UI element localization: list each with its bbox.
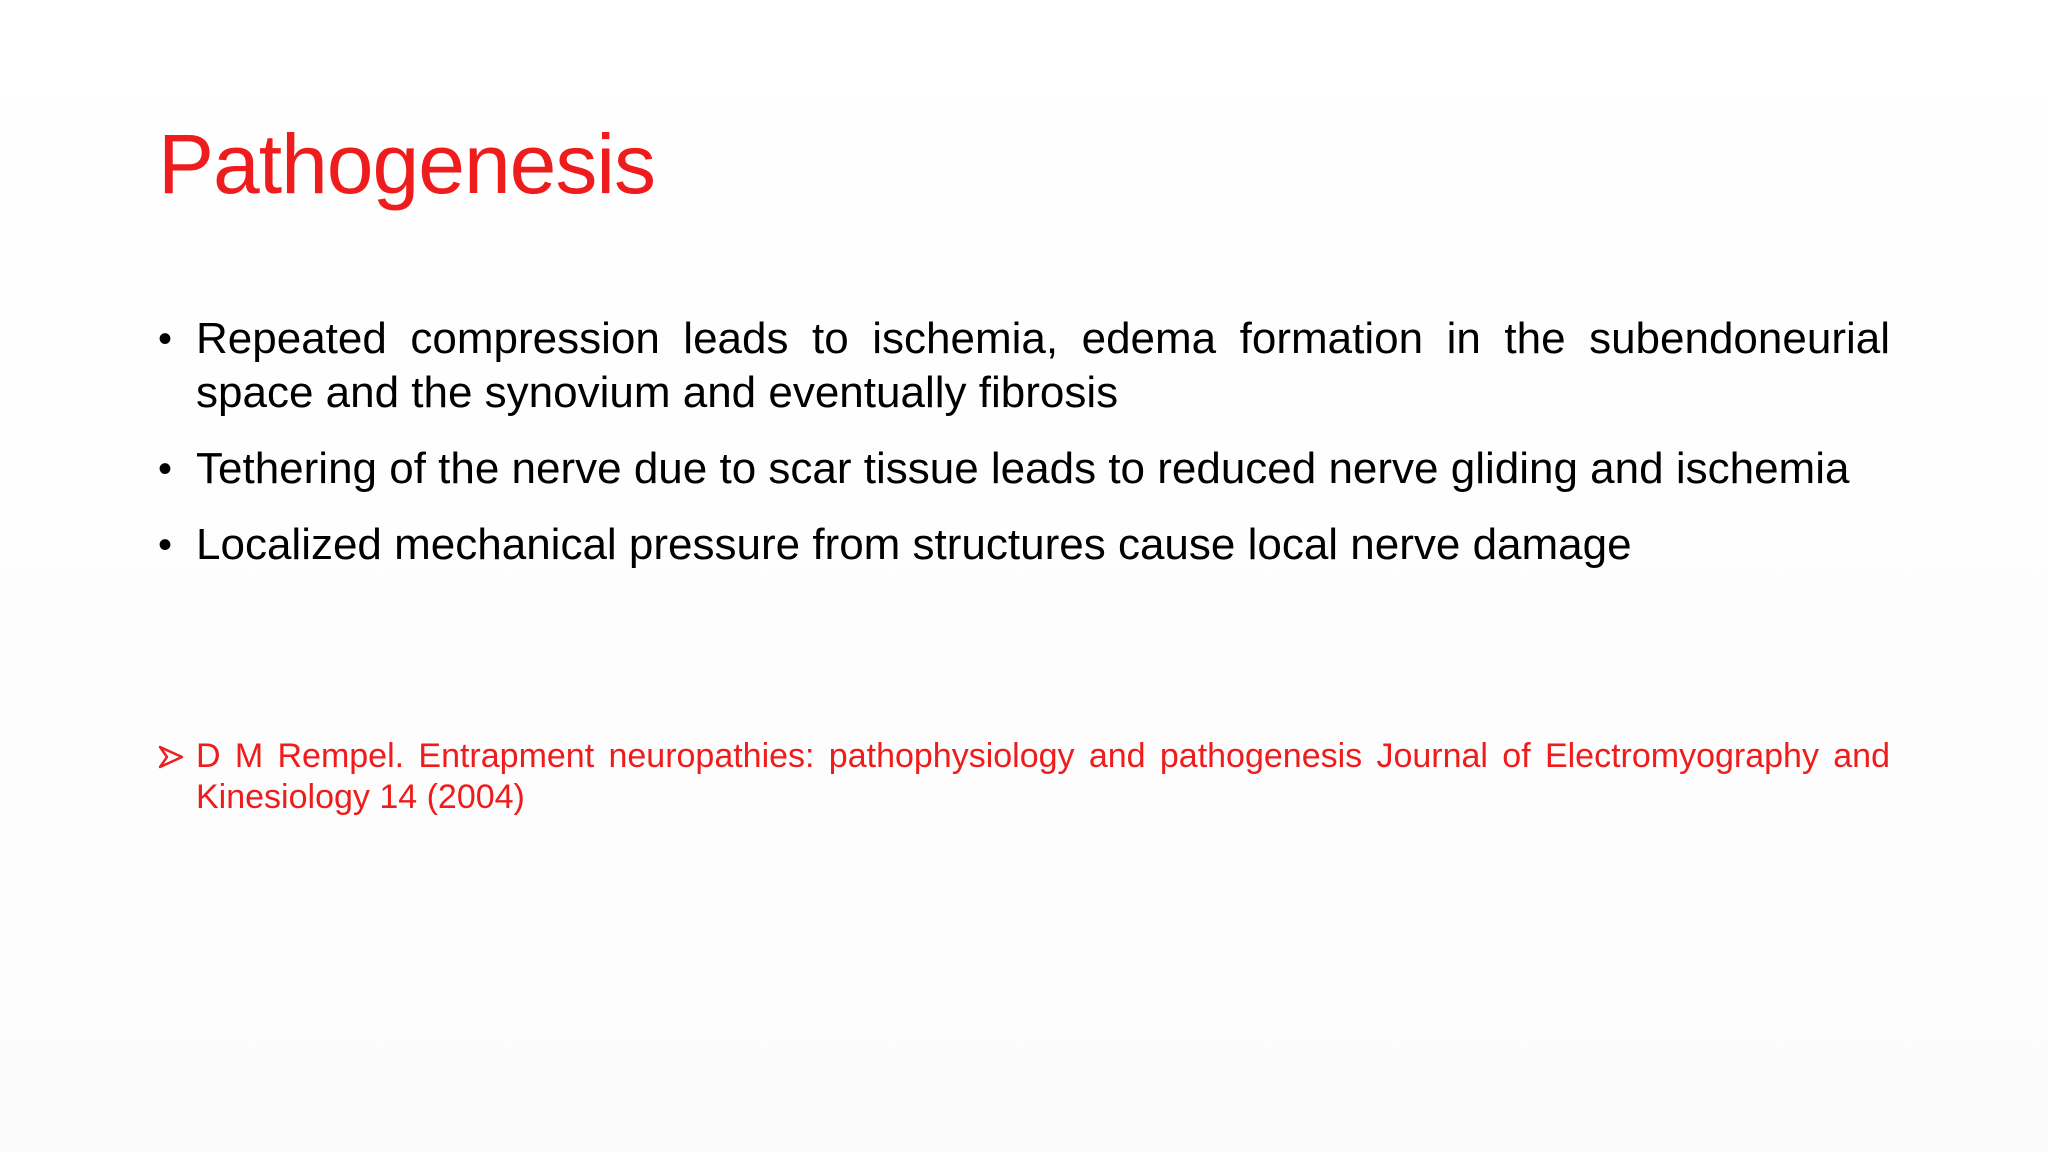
bullet-dot-icon: •: [158, 523, 173, 567]
bullet-dot-icon: •: [158, 317, 173, 361]
arrow-bullet-icon: [158, 745, 184, 769]
bullet-text: Localized mechanical pressure from structures cause local nerve damage: [196, 520, 1632, 569]
bullet-item: [158, 518, 1890, 572]
reference-citation: [158, 736, 1890, 818]
bullet-dot-icon: •: [158, 447, 173, 491]
slide-title: Pathogenesis: [158, 117, 656, 211]
bullet-text: Repeated compression leads to ischemia, edema formation in the subendoneurial space and the synovium and eventually fibrosis: [196, 314, 1890, 417]
bullet-item: [158, 312, 1890, 420]
slide-body: [158, 312, 1890, 594]
reference-text: D M Rempel. Entrapment neuropathies: pathophysiology and pathogenesis Journal of Electromyography and Kinesiology 14 (2004): [196, 737, 1890, 816]
bullet-text: Tethering of the nerve due to scar tissue leads to reduced nerve gliding and ischemia: [196, 444, 1850, 493]
bullet-list: [158, 312, 1890, 572]
bullet-item: [158, 442, 1890, 496]
